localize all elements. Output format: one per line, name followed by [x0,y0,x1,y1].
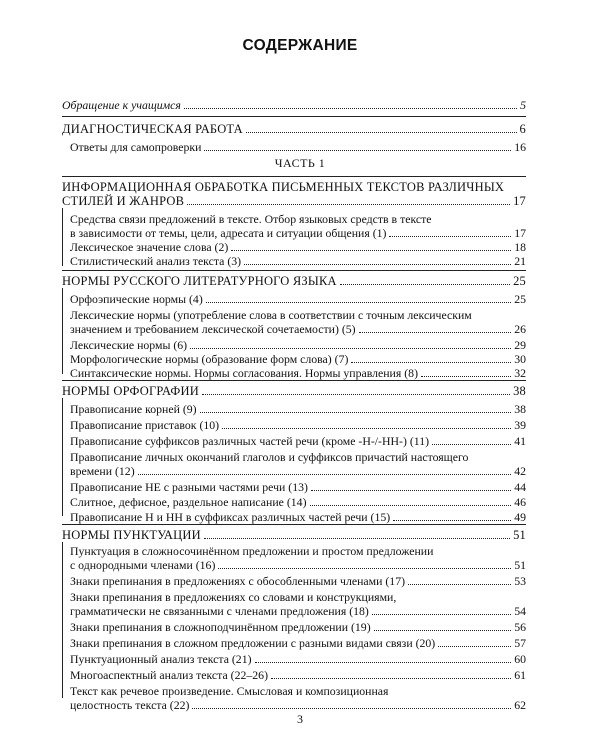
toc-section-title: ДИАГНОСТИЧЕСКАЯ РАБОТА [62,122,243,136]
toc-entry-title-line[interactable]: Текст как речевое произведение. Смысловая и композиционная [70,684,389,698]
toc-section-title-line[interactable]: ИНФОРМАЦИОННАЯ ОБРАБОТКА ПИСЬМЕННЫХ ТЕКСТОВ РАЗЛИЧНЫХ [62,180,505,194]
toc-entry[interactable] [70,418,526,432]
toc-page-number: 56 [514,620,526,634]
dot-leader [138,474,512,475]
dot-leader [271,678,511,679]
section-rule [62,380,526,381]
toc-entry-title: Знаки препинания в предложениях с обособленными членами (17) [70,574,406,588]
toc-entry-title-line[interactable]: Лексические нормы (употребление слова в соответствии с точным лексическим [70,308,472,322]
toc-entry-title: с однородными членами (16) [70,558,216,572]
section-rule [62,176,526,177]
dot-leader [200,412,512,413]
toc-entry[interactable] [70,604,526,618]
toc-entry[interactable] [70,620,526,634]
toc-page-number: 53 [514,574,526,588]
dot-leader [389,236,511,237]
part-heading: ЧАСТЬ 1 [274,156,326,170]
toc-section-title: НОРМЫ РУССКОГО ЛИТЕРАТУРНОГО ЯЗЫКА [62,274,337,288]
toc-page-number: 16 [514,140,526,154]
dot-leader [222,428,511,429]
toc-entry-title: значением и требованием лексической сочетаемости) (5) [70,322,356,336]
page-number: 3 [297,712,303,726]
section-side-rule [62,288,63,374]
dot-leader [204,150,511,151]
dot-leader [255,662,512,663]
toc-entry-title: Правописание корней (9) [70,402,197,416]
toc-page-number: 44 [514,480,526,494]
dot-leader [311,490,511,491]
toc-entry-title-line[interactable]: Пунктуация в сложносочинённом предложении и простом предложении [70,544,434,558]
toc-section-title: СТИЛЕЙ И ЖАНРОВ [62,194,185,208]
toc-page-number: 26 [514,322,526,336]
toc-entry[interactable] [70,226,526,240]
toc-page-number: 51 [513,528,526,542]
toc-page-number: 60 [514,652,526,666]
toc-page-number: 39 [514,418,526,432]
dot-leader [184,108,517,109]
toc-entry[interactable] [70,402,526,416]
toc-page-number: 17 [513,194,526,208]
toc-entry-title: целостность текста (22) [70,698,190,712]
toc-entry-title: в зависимости от темы, цели, адресата и ситуации общения (1) [70,226,387,240]
toc-page-number: 38 [513,384,526,398]
toc-entry[interactable] [70,698,526,712]
dot-leader [231,250,511,251]
toc-entry-title: времени (12) [70,464,135,478]
toc-page-number: 21 [514,254,526,268]
toc-entry[interactable] [70,510,526,524]
toc-entry[interactable] [70,636,526,650]
toc-entry[interactable] [70,322,526,336]
toc-entry[interactable] [70,668,526,682]
toc-entry-answers[interactable] [70,140,526,154]
toc-entry-title: Стилистический анализ текста (3) [70,254,242,268]
toc-page-number: 6 [519,122,526,136]
toc-entry-title: Правописание приставок (10) [70,418,220,432]
toc-page-number: 41 [514,434,526,448]
toc-entry-title: Лексическое значение слова (2) [70,240,229,254]
toc-section-orthography[interactable] [62,384,526,398]
toc-entry[interactable] [70,480,526,494]
toc-entry-title: Правописание Н и НН в суффиксах различных частей речи (15) [70,510,391,524]
toc-entry-title: Правописание НЕ с разными частями речи (13) [70,480,308,494]
toc-entry[interactable] [70,434,526,448]
toc-entry-title-line[interactable]: Правописание личных окончаний глаголов и суффиксов причастий настоящего [70,450,469,464]
toc-entry-title: Морфологические нормы (образование форм слова) (7) [70,352,349,366]
section-side-rule [62,208,63,266]
toc-page-number: 57 [514,636,526,650]
toc-entry-title: Обращение к учащимся [62,98,181,112]
dot-leader [206,302,511,303]
dot-leader [351,362,511,363]
dot-leader [408,584,511,585]
toc-section-title: НОРМЫ ОРФОГРАФИИ [62,384,199,398]
section-side-rule [62,542,63,698]
section-side-rule [62,398,63,516]
toc-entry-title-line[interactable]: Средства связи предложений в тексте. Отбор языковых средств в тексте [70,212,432,226]
toc-entry-title: Орфоэпические нормы (4) [70,292,203,306]
toc-entry[interactable] [70,464,526,478]
toc-section-info-processing[interactable] [62,194,526,208]
toc-entry[interactable] [70,652,526,666]
toc-page-number: 32 [514,366,526,380]
dot-leader [310,505,512,506]
toc-page-number: 49 [514,510,526,524]
toc-entry-title: Слитное, дефисное, раздельное написание (14) [70,495,307,509]
dot-leader [421,376,511,377]
toc-page-number: 61 [514,668,526,682]
dot-leader [374,630,512,631]
dot-leader [432,444,511,445]
toc-page-number: 46 [514,495,526,509]
dot-leader [187,204,510,205]
dot-leader [246,132,517,133]
toc-entry-title: Правописание суффиксов различных частей речи (кроме -Н-/-НН-) (11) [70,434,430,448]
toc-page-number: 30 [514,352,526,366]
toc-entry-title: Ответы для самопроверки [70,140,202,154]
toc-entry-title: Знаки препинания в сложноподчинённом предложении (19) [70,620,371,634]
dot-leader [372,614,511,615]
toc-entry[interactable] [70,292,526,306]
toc-entry[interactable] [70,574,526,588]
toc-section-title: НОРМЫ ПУНКТУАЦИИ [62,528,201,542]
dot-leader [218,568,511,569]
section-rule [62,270,526,271]
section-rule [62,524,526,525]
dot-leader [190,348,511,349]
toc-entry[interactable] [70,352,526,366]
toc-entry[interactable] [70,366,526,380]
toc-page-number: 42 [514,464,526,478]
toc-entry-title: Знаки препинания в сложном предложении с разными видами связи (20) [70,636,436,650]
toc-entry-title-line[interactable]: Знаки препинания в предложениях со словами и конструкциями, [70,590,397,604]
dot-leader [340,284,510,285]
dot-leader [202,394,510,395]
page-title: СОДЕРЖАНИЕ [242,37,358,54]
toc-entry[interactable] [70,240,526,254]
toc-entry-title: Многоаспектный анализ текста (22–26) [70,668,268,682]
toc-entry[interactable] [70,338,526,352]
toc-entry[interactable] [70,254,526,268]
toc-page-number: 25 [513,274,526,288]
dot-leader [244,264,511,265]
toc-entry-title: грамматически не связанными с членами предложения (18) [70,604,369,618]
toc-page-number: 62 [514,698,526,712]
toc-page-number: 38 [514,402,526,416]
toc-entry[interactable] [70,495,526,509]
dot-leader [204,538,510,539]
toc-section-punctuation[interactable] [62,528,526,542]
toc-section-literary-norms[interactable] [62,274,526,288]
toc-page-number: 25 [514,292,526,306]
section-rule [62,116,526,117]
toc-page-number: 5 [520,98,526,112]
dot-leader [438,646,511,647]
toc-section-diagnostic[interactable] [62,122,526,136]
toc-page-number: 17 [514,226,526,240]
toc-page-number: 29 [514,338,526,352]
toc-page-number: 51 [514,558,526,572]
toc-entry-title: Пунктуационный анализ текста (21) [70,652,252,666]
toc-entry-title: Лексические нормы (6) [70,338,188,352]
dot-leader [359,332,512,333]
dot-leader [192,708,511,709]
toc-entry[interactable] [70,558,526,572]
toc-entry-address[interactable] [62,98,526,112]
toc-page-number: 54 [514,604,526,618]
toc-page-number: 18 [514,240,526,254]
toc-entry-title: Синтаксические нормы. Нормы согласования. Нормы управления (8) [70,366,418,380]
dot-leader [393,520,511,521]
